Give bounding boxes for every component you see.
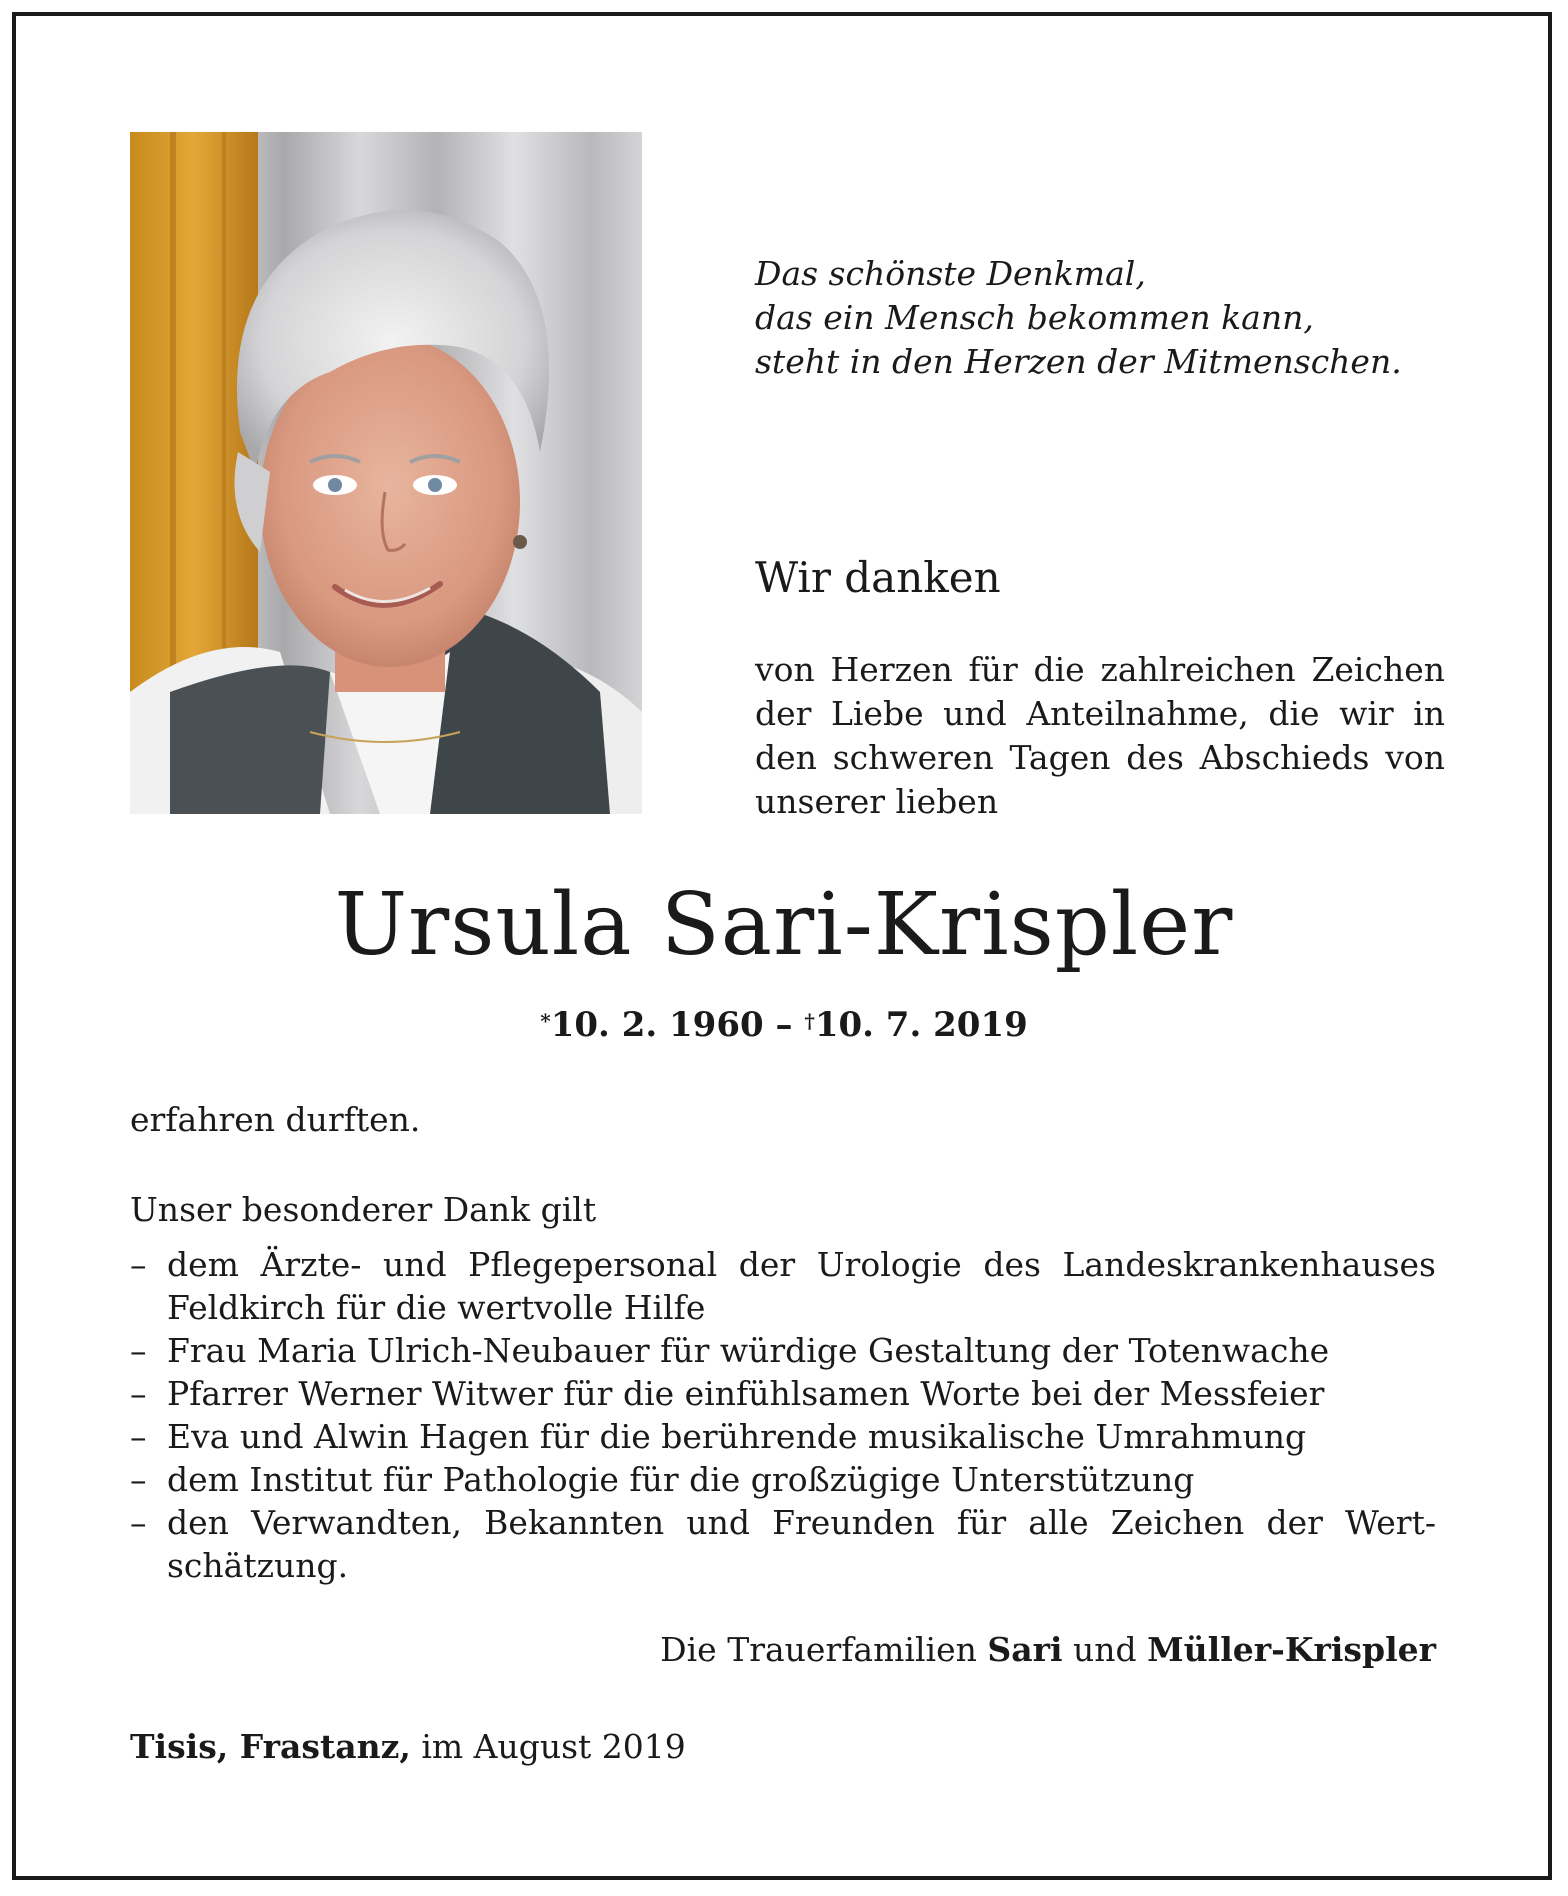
gratitude-item-text: den Verwandten, Bekannten und Freunden für alle Zeichen der Wert- <box>167 1503 1436 1542</box>
gratitude-item <box>130 1329 1436 1372</box>
quote-line: Das schönste Denkmal, <box>755 254 1146 293</box>
gratitude-item <box>130 1458 1436 1501</box>
gratitude-item <box>130 1501 1436 1587</box>
family-name: Sari <box>987 1630 1063 1669</box>
signature-prefix: Die Trauerfamilien <box>660 1630 977 1669</box>
portrait-photo <box>130 132 642 814</box>
gratitude-item <box>130 1243 1436 1329</box>
list-dash: – <box>130 1374 147 1413</box>
gratitude-item-text: dem Ärzte- und Pflegepersonal der Urologie des Landeskrankenhauses <box>167 1245 1436 1284</box>
gratitude-item-text: Eva und Alwin Hagen für die berührende musikalische Umrahmung <box>167 1417 1307 1456</box>
place-and-date <box>130 1725 686 1769</box>
gratitude-item-text: dem Institut für Pathologie für die großzügige Unterstützung <box>167 1460 1195 1499</box>
thanks-line: der Liebe und Anteilnahme, die wir in <box>755 694 1445 733</box>
gratitude-item-text: Frau Maria Ulrich-Neubauer für würdige Gestaltung der Totenwache <box>167 1331 1330 1370</box>
gratitude-item <box>130 1415 1436 1458</box>
death-symbol: † <box>804 1009 815 1033</box>
publication-date: im August 2019 <box>421 1727 686 1766</box>
place-names: Tisis, Frastanz, <box>130 1727 411 1766</box>
signature <box>660 1628 1436 1672</box>
quote-line: das ein Mensch bekommen kann, <box>755 298 1314 337</box>
quote-line: steht in den Herzen der Mitmenschen. <box>755 342 1402 381</box>
gratitude-intro: Unser besonderer Dank gilt <box>130 1190 597 1229</box>
death-date: 10. 7. 2019 <box>814 1005 1028 1045</box>
family-name: Müller-Krispler <box>1147 1630 1436 1669</box>
list-dash: – <box>130 1460 147 1499</box>
list-dash: – <box>130 1503 147 1542</box>
gratitude-item <box>130 1372 1436 1415</box>
date-separator: – <box>763 1005 805 1045</box>
thanks-line: den schweren Tagen des Abschieds von <box>755 738 1445 777</box>
life-dates <box>0 1002 1568 1048</box>
thanks-line: von Herzen für die zahlreichen Zeichen <box>755 650 1445 689</box>
gratitude-item-text: Pfarrer Werner Witwer für die einfühlsamen Worte bei der Messfeier <box>167 1374 1325 1413</box>
thanks-paragraph <box>755 648 1445 824</box>
gratitude-item-text: Feldkirch für die wertvolle Hilfe <box>167 1288 706 1327</box>
memorial-quote <box>755 252 1402 384</box>
thanks-line: unserer lieben <box>755 782 999 821</box>
experienced-text: erfahren durften. <box>130 1100 421 1139</box>
list-dash: – <box>130 1245 147 1284</box>
thanks-heading: Wir danken <box>755 553 1001 602</box>
gratitude-item-text: schätzung. <box>167 1546 349 1585</box>
birth-symbol: * <box>540 1009 551 1033</box>
signature-connector: und <box>1073 1630 1137 1669</box>
birth-date: 10. 2. 1960 <box>550 1005 764 1045</box>
list-dash: – <box>130 1417 147 1456</box>
deceased-name: Ursula Sari-Krispler <box>334 875 1234 975</box>
list-dash: – <box>130 1331 147 1370</box>
gratitude-list <box>130 1243 1436 1587</box>
